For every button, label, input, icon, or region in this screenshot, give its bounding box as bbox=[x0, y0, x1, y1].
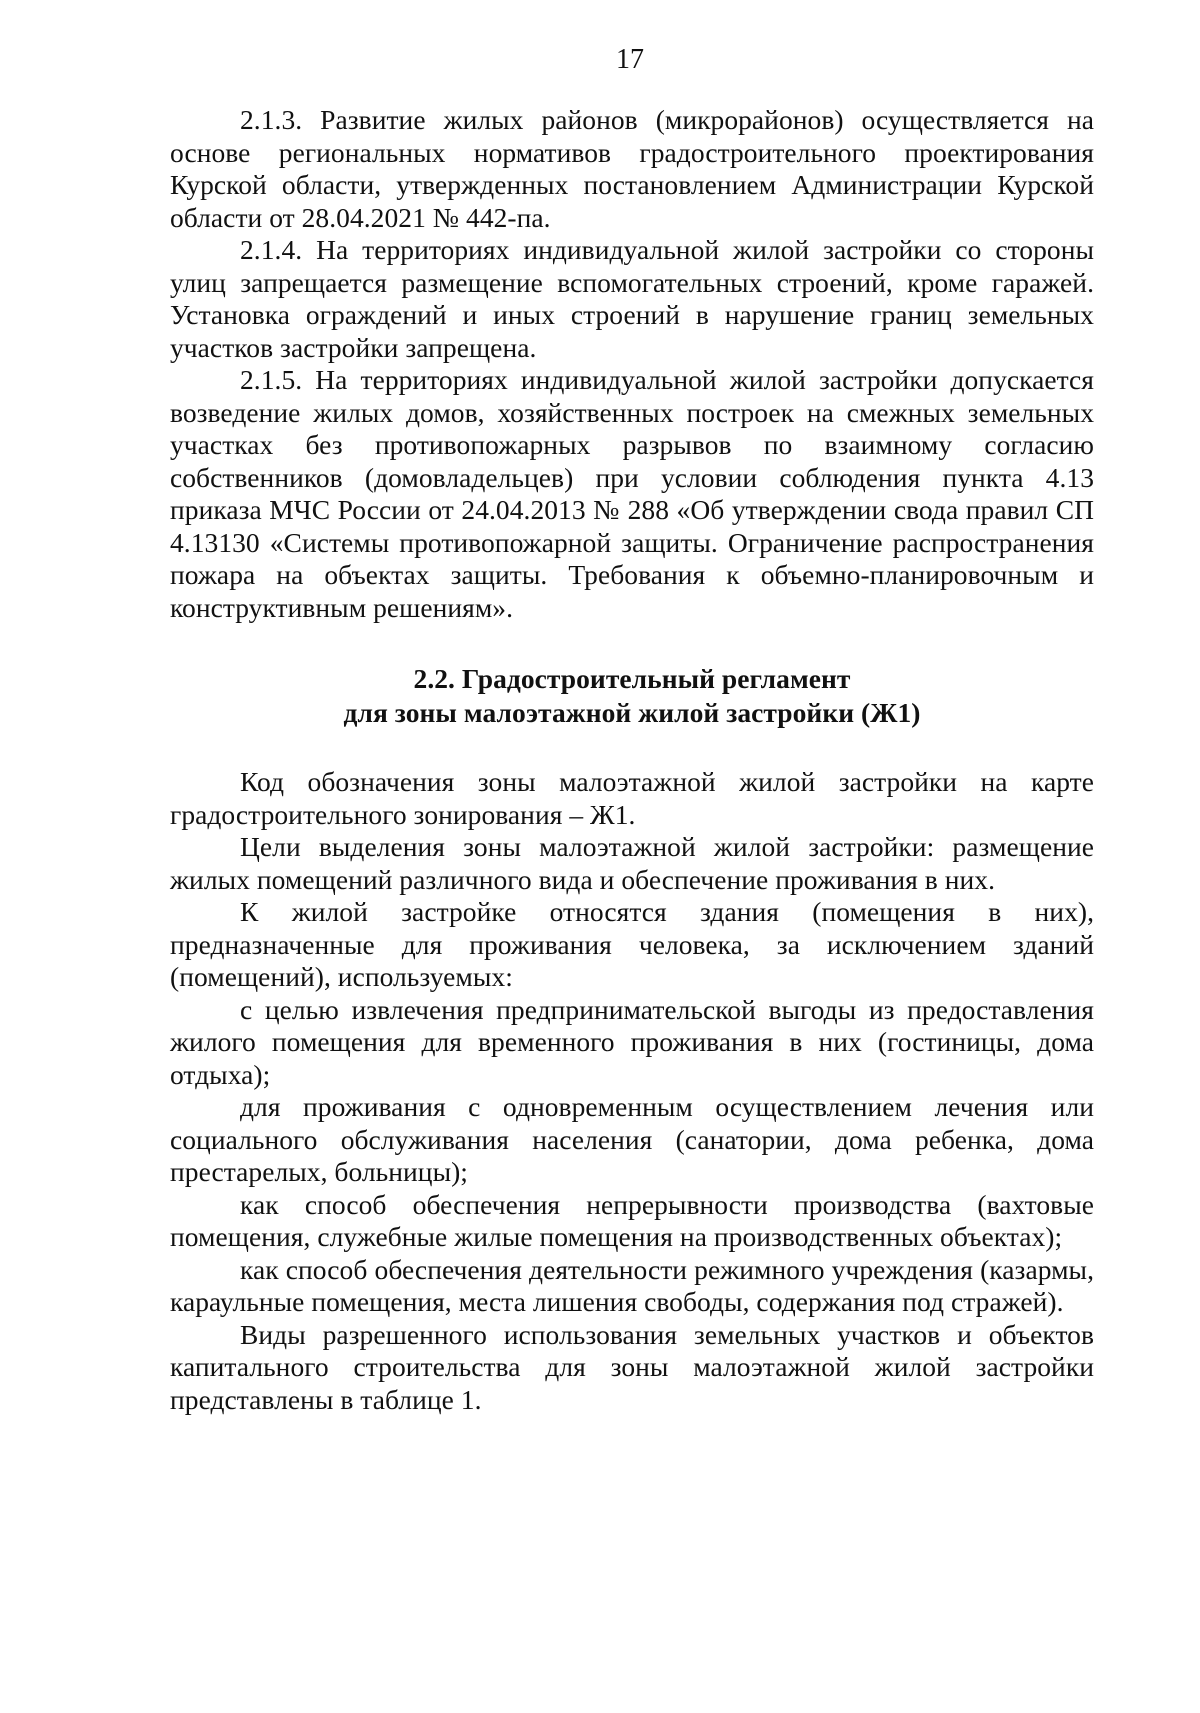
section-heading bbox=[170, 662, 1094, 730]
document-body bbox=[170, 104, 1094, 1416]
paragraph-permitted-uses: Виды разрешенного использования земельных участков и объектов капитального строительства для зоны малоэтажной жилой застройки представлены в таблице 1. bbox=[170, 1318, 1094, 1415]
paragraph-2-1-4: 2.1.4. На территориях индивидуальной жилой застройки со стороны улиц запрещается размещение вспомогательных строений, кроме гаражей. Установка ограждений и иных строений в нарушение границ земельных участков застройки запрещена. bbox=[170, 234, 1094, 363]
page-number: 17 bbox=[616, 44, 644, 75]
paragraph-2-1-5: 2.1.5. На территориях индивидуальной жилой застройки допускается возведение жилых домов, хозяйственных построек на смежных земельных участках без противопожарных разрывов по взаимному согласию собственников (домовладельцев) при условии соблюдения пункта 4.13 приказа МЧС России от 24.04.2013 № 288 «Об утверждении свода правил СП 4.13130 «Системы противопожарной защиты. Ограничение распространения пожара на объектах защиты. Требования к объемно-планировочным и конструктивным решениям». bbox=[170, 364, 1094, 623]
section-heading-line-2: для зоны малоэтажной жилой застройки (Ж1) bbox=[343, 697, 921, 728]
list-item-medical-social-use: для проживания с одновременным осуществлением лечения или социального обслуживания населения (санатории, дома ребенка, дома престарелых, больницы); bbox=[170, 1091, 1094, 1187]
list-item-regime-institution-use: как способ обеспечения деятельности режимного учреждения (казармы, караульные помещения, места лишения свободы, содержания под стражей). bbox=[170, 1253, 1094, 1317]
section-heading-line-1: 2.2. Градостроительный регламент bbox=[413, 663, 851, 694]
list-item-commercial-use: с целью извлечения предпринимательской выгоды из предоставления жилого помещения для временного проживания в них (гостиницы, дома отдыха); bbox=[170, 993, 1094, 1090]
paragraph-residential-definition: К жилой застройке относятся здания (помещения в них), предназначенные для проживания человека, за исключением зданий (помещений), используемых: bbox=[170, 896, 1094, 992]
paragraph-2-1-3: 2.1.3. Развитие жилых районов (микрорайонов) осуществляется на основе региональных нормативов градостроительного проектирования Курской области, утвержденных постановлением Администрации Курской области от 28.04.2021 № 442-па. bbox=[170, 104, 1094, 233]
paragraph-zone-code: Код обозначения зоны малоэтажной жилой застройки на карте градостроительного зонирования – Ж1. bbox=[170, 766, 1094, 830]
paragraph-zone-goals: Цели выделения зоны малоэтажной жилой застройки: размещение жилых помещений различного вида и обеспечение проживания в них. bbox=[170, 831, 1094, 895]
list-item-production-use: как способ обеспечения непрерывности производства (вахтовые помещения, служебные жилые помещения на производственных объектах); bbox=[170, 1188, 1094, 1252]
